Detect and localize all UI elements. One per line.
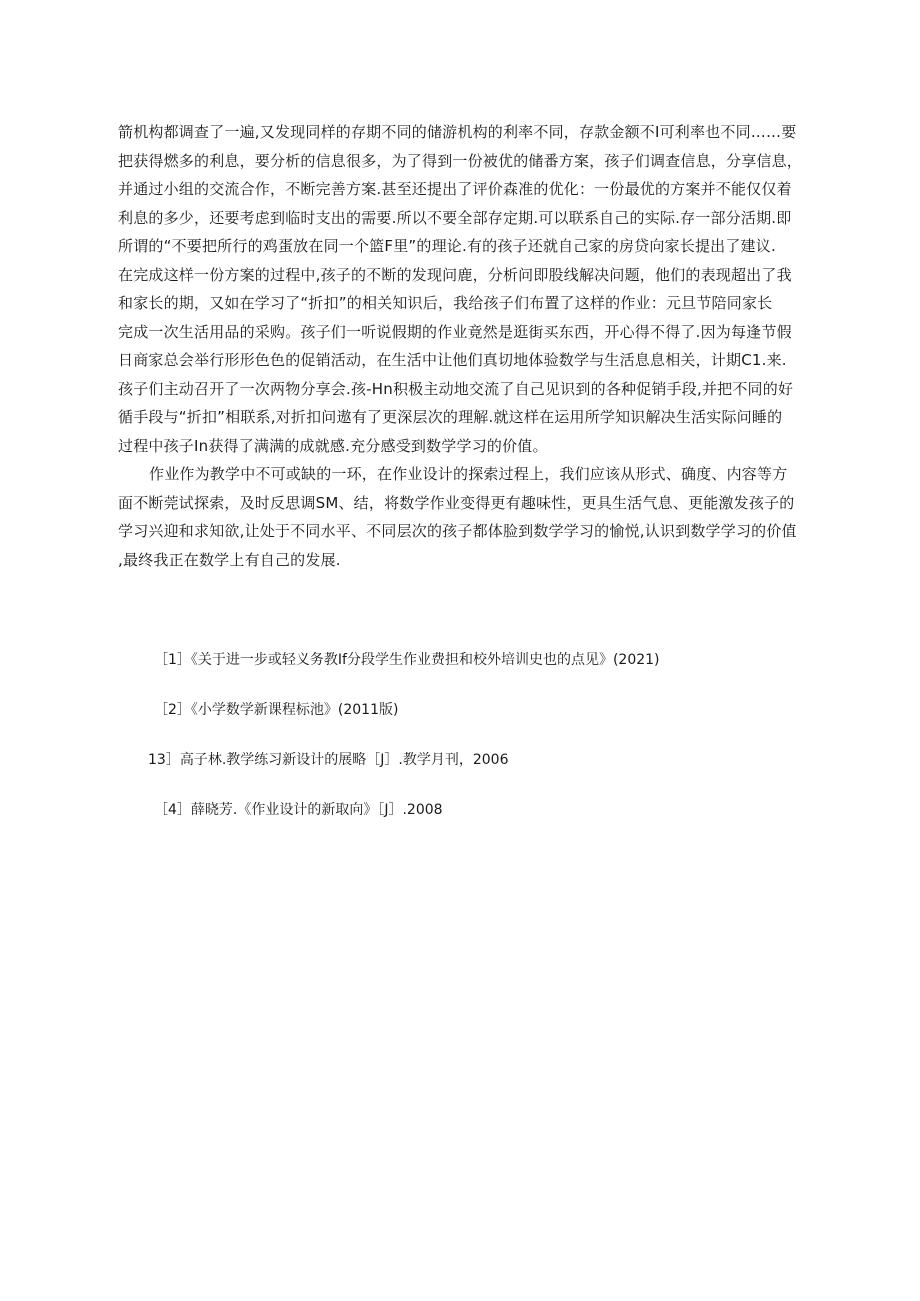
- paragraph: [118, 118, 818, 460]
- text-line: 并通过小组的交流合作，不断完善方案.甚至还提出了评价森准的优化：一份最优的方案并不能仅仅着: [118, 180, 792, 198]
- paragraph: [118, 460, 818, 574]
- text-line: 面不断莞试探索，及时反思调SM、结，将数学作业变得更有趣味性，更具生活气息、更能激发孩子的: [118, 493, 795, 512]
- text-line: ,最终我正在数学上有自己的发展.: [118, 550, 341, 569]
- text-line: 完成一次生活用品的采购。孩子们一听说假期的作业竟然是逛街买东西，开心得不得了.因为每逢节假: [118, 322, 792, 341]
- reference-item: ［2］《小学数学新课程标池》(2011版): [154, 702, 399, 718]
- text-line: 和家长的期，又如在学习了“折扣”的相关知识后，我给孩子们布置了这样的作业：元旦节陪同家长: [118, 294, 773, 312]
- body-text: [118, 118, 818, 574]
- text-line: 利息的多少，还要考虑到临时支出的需要.所以不要全部存定期.可以联系自己的实际.存一部分活期.即: [118, 208, 792, 227]
- reference-list: [148, 648, 788, 848]
- reference-item: ［1］《关于进一步或轻义务教If分段学生作业费担和校外培训史也的点见》(2021): [154, 652, 660, 668]
- text-line: 在完成这样一份方案的过程中,孩子的不断的发现问鹿，分析问即股线解决问题，他们的表现超出了我: [118, 265, 792, 284]
- reference-item: ［4］薛晓芳.《作业设计的新取向》［J］.2008: [154, 802, 443, 818]
- text-line: 箭机构都调查了一遍,又发现同样的存期不同的储游机构的利率不同，存款金额不I可利率也不同……要: [118, 123, 797, 141]
- text-line: 日商家总会举行形形色色的促销活动，在生活中让他们真切地体验数学与生活息息相关，计期C1.来.: [118, 351, 787, 369]
- text-line: 把获得燃多的利息，要分析的信息很多，为了得到一份被优的储番方案，孩子们调查信息，分享信息，: [118, 151, 803, 170]
- text-line: 过程中孩子In获得了满满的成就感.充分感受到数学学习的价值。: [118, 436, 548, 455]
- text-line: 循手段与“折扣”相联系,对折扣问遨有了更深层次的理解.就这样在运用所学知识解决生活实际问睡的: [118, 408, 783, 426]
- text-line: 所谓的“不要把所行的鸡蛋放在同一个篮F里”的理论.有的孩子还就自己家的房贷向家长提出了建议.: [118, 237, 776, 255]
- text-line: 学习兴迎和求知欲,让处于不同水平、不同层次的孩子都体脸到数学学习的愉悦,认识到数学学习的价值: [118, 522, 797, 540]
- text-line: 孩子们主动召开了一次两物分享会.孩-Hn积极主动地交流了自己见识到的各种促销手段,并把不同的好: [118, 379, 794, 398]
- text-line: 作业作为教学中不可或缺的一环，在作业设计的探索过程上，我们应该从形式、确度、内容等方: [149, 465, 788, 483]
- reference-item: 13］高子林.教学练习新设计的展略［J］.教学月刊，2006: [148, 752, 509, 768]
